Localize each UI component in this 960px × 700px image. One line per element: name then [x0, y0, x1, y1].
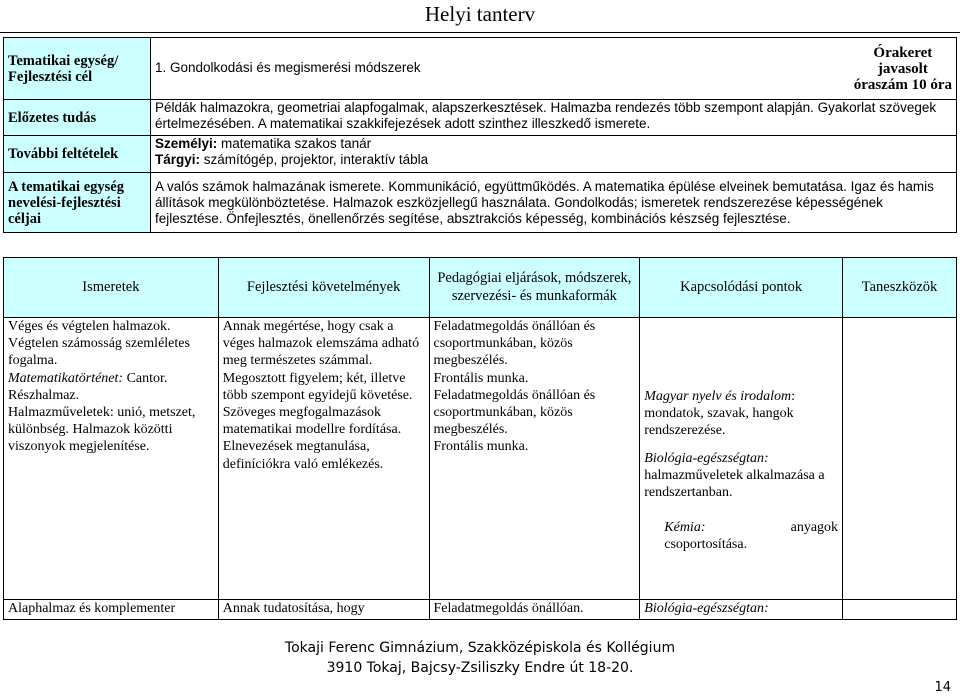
unit-table	[3, 37, 957, 233]
header-divider	[0, 32, 960, 33]
knowledge-history-text: Cantor.	[123, 370, 168, 386]
requirement-3: Szöveges megfogalmazások matematikai modellre fordítása.	[222, 405, 402, 438]
method-1: Feladatmegoldás önállóan és csoportmunkában, közös megbeszélés.	[433, 319, 596, 369]
method-2: Frontális munka.	[433, 370, 529, 386]
requirement-1: Annak megértése, hogy csak a véges halmazok elemszáma adható meg természetes számmal.	[222, 319, 420, 369]
footer-school-name: Tokaji Ferenc Gimnázium, Szakközépiskola és Kollégium	[284, 640, 676, 656]
knowledge-history-label: Matematikatörténet:	[8, 370, 124, 386]
header-tools: Taneszközök	[843, 258, 957, 318]
knowledge-set-operations: Halmazműveletek: unió, metszet, különbség. Halmazok közötti viszonyok megjelenítése.	[8, 405, 196, 455]
tools-cell	[843, 318, 957, 600]
connection-hungarian-text: : mondatok, szavak, hangok rendszerezése.	[644, 389, 795, 439]
page-number: 14	[934, 680, 951, 695]
footer-address: 3910 Tokaj, Bajcsy-Zsiliszky Endre út 18-20.	[326, 660, 634, 676]
method-4: Frontális munka.	[433, 439, 529, 455]
hours-label: Órakeret	[873, 44, 933, 61]
label-topic: Tematikai egység/ Fejlesztési cél	[4, 38, 151, 100]
material-text: számítógép, projektor, interaktív tábla	[200, 152, 429, 167]
unit-title-cell	[151, 38, 957, 100]
label-further-conditions: További feltételek	[4, 136, 151, 173]
header-knowledge: Ismeretek	[4, 258, 219, 318]
connection-chemistry-label: Kémia:	[664, 520, 706, 536]
aims-text: A valós számok halmazának ismerete. Kommunikáció, együttműködés. A matematika épülése elveinek bemutatása. Igaz és hamis állítások megkülönböztetése. Halmazok eszközjellegű használata. Gondolkodás; ismeretek rendszerezése képességének fejlesztése. Önfejlesztés, önellenőrzés segítése, absztrakciós képesség, kombinációs készség fejlesztése.	[151, 173, 957, 233]
header-requirements: Fejlesztési követelmények	[218, 258, 429, 318]
hours-suggested: javasolt	[877, 60, 928, 77]
knowledge-subset: Részhalmaz.	[8, 387, 80, 403]
content-table	[3, 257, 957, 620]
connection-chemistry-text-2: csoportosítása.	[664, 537, 748, 553]
further-conditions-cell	[151, 136, 957, 173]
knowledge-cell	[4, 318, 219, 600]
personal-text: matematika szakos tanár	[217, 136, 372, 151]
label-aims: A tematikai egység nevelési-fejlesztési céljai	[4, 173, 151, 233]
knowledge-finite-infinite: Véges és végtelen halmazok. Végtelen számosság szemléletes fogalma.	[8, 319, 190, 369]
row2-method: Feladatmegoldás önállóan.	[429, 600, 640, 620]
requirements-cell	[218, 318, 429, 600]
row2-requirement: Annak tudatosítása, hogy	[218, 600, 429, 620]
methods-cell	[429, 318, 640, 600]
label-prior-knowledge: Előzetes tudás	[4, 100, 151, 136]
header-methods: Pedagógiai eljárások, módszerek, szervezési- és munkaformák	[429, 258, 640, 318]
connection-hungarian-label: Magyar nyelv és irodalom	[644, 389, 792, 404]
requirement-2: Megosztott figyelem; két, illetve több szempont egyidejű követése.	[222, 370, 413, 403]
connection-chemistry-text-1: anyagok	[790, 520, 839, 536]
connection-biology-text: halmazműveletek alkalmazása a rendszertanban.	[644, 467, 825, 501]
material-label: Tárgyi:	[155, 152, 201, 167]
hours-block	[854, 45, 952, 93]
header-connections: Kapcsolódási pontok	[640, 258, 843, 318]
method-3: Feladatmegoldás önállóan és csoportmunkában, közös megbeszélés.	[433, 387, 596, 438]
unit-title: 1. Gondolkodási és megismerési módszerek	[155, 59, 421, 75]
connections-cell	[640, 318, 843, 600]
connection-biology-label: Biológia-egészségtan:	[644, 450, 769, 466]
requirement-4: Elnevezések megtanulása, definíciókra való emlékezés.	[222, 439, 384, 472]
row2-knowledge: Alaphalmaz és komplementer	[4, 600, 219, 620]
row2-tools	[843, 600, 957, 620]
prior-knowledge-text: Példák halmazokra, geometriai alapfogalmak, alapszerkesztések. Halmazba rendezés több szempont alapján. Gyakorlat szövegek értelmezésében. A matematikai szakkifejezések adott szinthez illeszkedő ismerete.	[151, 100, 957, 136]
page-header-title: Helyi tanterv	[424, 2, 536, 26]
row2-connection: Biológia-egészségtan:	[640, 600, 843, 620]
hours-count: óraszám 10 óra	[853, 76, 952, 93]
personal-label: Személyi:	[155, 136, 218, 151]
